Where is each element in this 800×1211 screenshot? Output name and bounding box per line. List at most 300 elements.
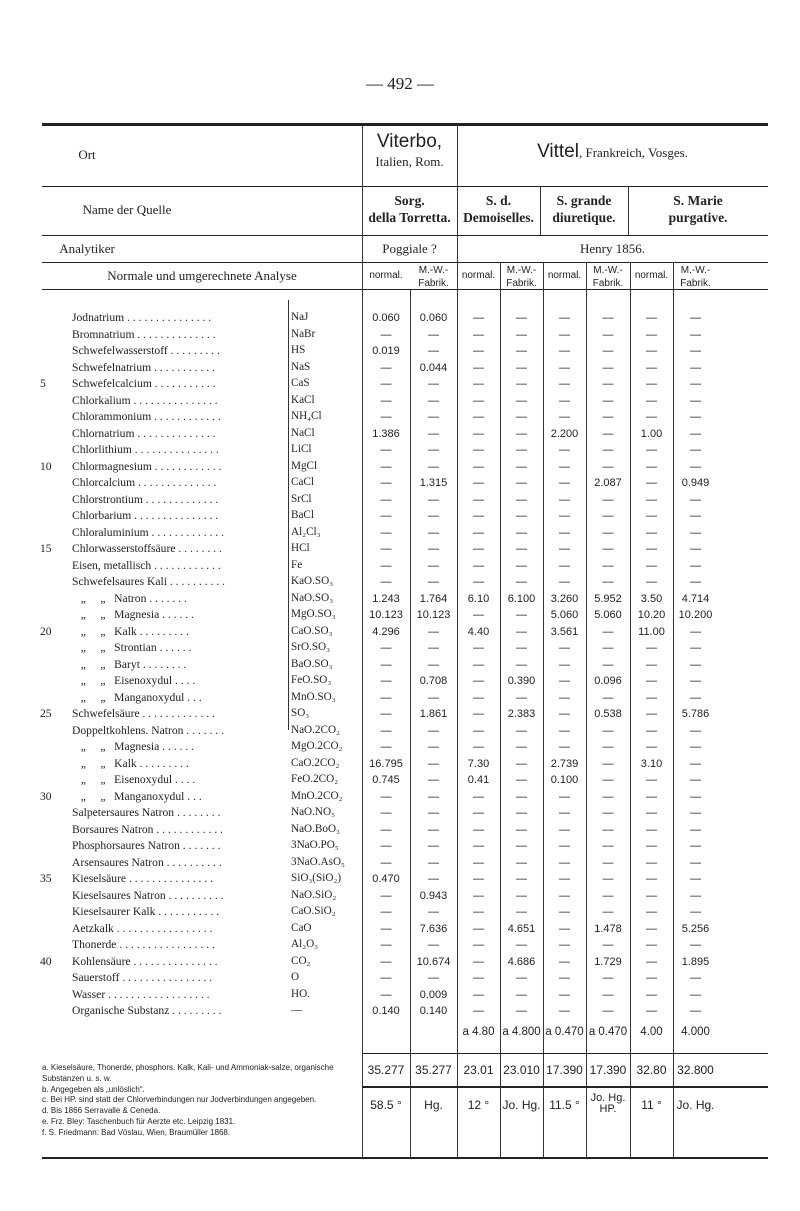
value-cell: — — [473, 609, 484, 621]
value-cell: — — [516, 691, 527, 704]
row-formula: KaO.SO₃ — [291, 575, 334, 587]
value-cell: — — [473, 823, 484, 836]
sum-cell: 35.277 — [415, 1063, 452, 1077]
footnote: b. Angegeben als „unlöslich“. — [42, 1084, 145, 1094]
value-cell: — — [380, 559, 392, 572]
value-cell: — — [428, 939, 439, 951]
value-cell: — — [473, 972, 484, 984]
value-cell: 0.470 — [372, 873, 400, 885]
footnote: c. Bei HP. sind statt der Chlorverbindungen nur Jodverbindungen angegeben. — [42, 1095, 317, 1105]
value-cell: — — [516, 493, 527, 506]
row-formula: NaO.SO₃ — [291, 591, 334, 604]
value-cell: — — [428, 493, 439, 506]
header-name-der-quelle: Name der Quelle — [82, 202, 172, 217]
row-name: Aetzkalk . . . . . . . . . . . . . . . . . — [72, 921, 213, 935]
value-cell: — — [380, 807, 392, 819]
value-cell: — — [559, 675, 570, 687]
value-cell: 1.243 — [372, 592, 400, 605]
value-cell: — — [602, 510, 614, 522]
value-cell: — — [473, 939, 484, 951]
row-name: Schwefelsaures Kali . . . . . . . . . . — [72, 575, 225, 588]
extra-cell: a 0.470 — [545, 1026, 584, 1038]
value-cell: — — [473, 790, 484, 803]
value-cell: — — [646, 741, 657, 753]
value-cell: — — [380, 790, 392, 803]
value-cell: — — [428, 559, 439, 572]
value-cell: — — [428, 741, 439, 753]
value-cell: — — [646, 543, 657, 555]
value-cell: — — [559, 856, 570, 869]
value-cell: — — [516, 840, 527, 852]
row-name: Chlorammonium . . . . . . . . . . . . — [72, 410, 221, 423]
vittel-sub: , Frankreich, Vosges. — [578, 145, 688, 160]
source-line1: S. grande — [556, 193, 612, 208]
row-formula: 3NaO.PO₅ — [291, 839, 339, 851]
value-cell: — — [559, 840, 570, 852]
row-name: „ „ Eisenoxydul . . . . — [72, 773, 196, 786]
value-cell: — — [516, 361, 527, 374]
row-formula: CaO.2CO₂ — [291, 756, 340, 769]
row-name: Doppeltkohlens. Natron . . . . . . . — [72, 723, 224, 737]
value-cell: 0.019 — [372, 345, 400, 357]
value-cell: — — [646, 394, 657, 407]
value-cell: 3.10 — [640, 757, 663, 770]
row-formula: Al₂Cl₃ — [291, 525, 321, 538]
value-cell: — — [473, 906, 484, 918]
value-cell: — — [559, 741, 570, 753]
value-cell: 0.140 — [419, 1005, 448, 1017]
value-cell: — — [380, 658, 392, 671]
value-cell: — — [690, 724, 701, 737]
value-cell: — — [690, 411, 701, 423]
row-formula: CO₂ — [291, 954, 311, 967]
value-cell: — — [473, 361, 484, 374]
row-formula: FeO.SO₃ — [291, 674, 332, 686]
value-cell: — — [473, 460, 484, 473]
value-cell: — — [559, 658, 570, 671]
value-cell: — — [690, 1005, 701, 1017]
value-cell: — — [646, 642, 657, 654]
value-cell: — — [516, 856, 527, 869]
top-rule-thick — [42, 123, 768, 126]
value-cell: — — [516, 642, 527, 654]
row-name: „ „ Manganoxydul . . . — [72, 690, 202, 704]
value-cell: — — [380, 889, 392, 902]
value-cell: — — [428, 394, 439, 407]
row-formula: SrCl — [291, 492, 312, 505]
extra-cell: 4.000 — [681, 1026, 710, 1038]
value-cell: — — [559, 972, 570, 984]
row-formula: MnO.2CO₂ — [291, 789, 343, 802]
footnote: a. Kieselsäure, Thonerde, phosphors. Kalk, Kali- und Ammoniak-salze, organische Substanzen u. s. w. — [42, 1063, 334, 1083]
value-cell: — — [646, 411, 657, 423]
value-cell: — — [516, 427, 527, 440]
row-name: Chloraluminium . . . . . . . . . . . . . — [72, 525, 225, 539]
value-cell: — — [380, 411, 392, 423]
value-cell: — — [473, 312, 484, 324]
row-number: 30 — [40, 789, 52, 803]
value-cell: — — [646, 906, 657, 918]
value-cell: — — [646, 873, 657, 885]
row-name: Bromnatrium . . . . . . . . . . . . . . — [72, 327, 216, 341]
value-cell: — — [473, 444, 484, 456]
value-cell: — — [380, 988, 392, 1001]
value-cell: — — [380, 972, 392, 984]
value-cell: — — [602, 411, 614, 423]
value-cell: — — [516, 609, 527, 621]
value-cell: — — [428, 411, 439, 423]
value-cell: 3.260 — [550, 592, 579, 605]
value-cell: — — [602, 889, 614, 902]
rule-sum-bottom — [362, 1086, 768, 1088]
value-cell: — — [602, 312, 614, 324]
value-cell: — — [602, 658, 614, 671]
row-name: Kieselsäure . . . . . . . . . . . . . . . — [72, 872, 214, 885]
source-line1: S. Marie — [673, 193, 723, 208]
value-cell: — — [646, 691, 657, 704]
source-line2: Demoiselles. — [463, 209, 534, 225]
value-cell: — — [690, 625, 701, 638]
value-cell: — — [428, 691, 439, 704]
value-cell: — — [516, 312, 527, 324]
value-cell: 1.729 — [594, 955, 622, 968]
value-cell: — — [516, 625, 527, 638]
coltype-5: M.-W.-Fabrik. — [592, 265, 624, 289]
value-cell: — — [428, 658, 439, 671]
temperature-cell: Hg. — [424, 1098, 443, 1112]
value-cell: — — [380, 361, 392, 374]
value-cell: — — [690, 807, 701, 819]
value-cell: — — [516, 378, 527, 390]
row-formula: NaO.BoO₃ — [291, 822, 340, 835]
viterbo-sub: Italien, Rom. — [375, 153, 444, 169]
value-cell: — — [559, 411, 570, 423]
coltype-2: normal. — [461, 270, 496, 281]
value-cell: — — [559, 328, 570, 341]
sum-cell: 35.277 — [367, 1063, 405, 1077]
value-cell: — — [602, 741, 614, 753]
value-cell: — — [428, 906, 439, 918]
header-viterbo — [362, 130, 457, 170]
value-cell: 0.745 — [372, 774, 400, 786]
value-cell: — — [646, 378, 657, 390]
value-cell: 10.123 — [369, 609, 403, 621]
value-cell: — — [380, 691, 392, 704]
value-cell: — — [473, 642, 484, 654]
value-cell: — — [559, 790, 570, 803]
row-name: Chlorstrontium . . . . . . . . . . . . . — [72, 492, 219, 506]
row-name: Salpetersaures Natron . . . . . . . . — [72, 806, 221, 819]
value-cell: — — [646, 724, 657, 737]
row-name: Organische Substanz . . . . . . . . . — [72, 1004, 222, 1017]
rule-bottom — [42, 1157, 768, 1159]
value-cell: — — [646, 526, 657, 539]
row-formula: MgCl — [291, 459, 318, 472]
value-cell: — — [602, 873, 614, 885]
value-cell: — — [516, 559, 527, 572]
value-cell: 2.739 — [550, 757, 579, 770]
value-cell: 0.009 — [419, 988, 448, 1001]
row-name: Chlorbarium . . . . . . . . . . . . . . . — [72, 509, 219, 522]
row-number: 25 — [40, 707, 52, 720]
row-name: „ „ Magnesia . . . . . . — [72, 608, 195, 621]
value-cell: — — [516, 972, 527, 984]
value-cell: — — [428, 972, 439, 984]
source-line2: diuretique. — [552, 209, 616, 225]
value-cell: — — [473, 394, 484, 407]
value-cell: — — [428, 807, 439, 819]
row-formula: BaCl — [291, 509, 314, 521]
value-cell: 0.060 — [419, 312, 448, 324]
header-analytiker: Analytiker — [59, 241, 115, 256]
row-formula: HCl — [291, 542, 310, 554]
value-cell: — — [516, 823, 527, 836]
value-cell: 10.123 — [416, 609, 451, 621]
row-formula: NaCl — [291, 426, 315, 439]
viterbo-name: Viterbo, — [376, 131, 443, 152]
value-cell: — — [516, 444, 527, 456]
value-cell: — — [516, 543, 527, 555]
value-cell: 0.390 — [507, 675, 536, 687]
source-line1: S. d. — [485, 193, 512, 208]
rule-header-4 — [42, 289, 768, 290]
row-name: „ „ Eisenoxydul . . . . — [72, 674, 196, 687]
row-name: Schwefelcalcium . . . . . . . . . . . — [72, 377, 216, 390]
value-cell: — — [646, 988, 657, 1001]
source-line2: della Torretta. — [368, 209, 451, 225]
value-cell: — — [602, 543, 614, 555]
value-cell: — — [380, 955, 392, 968]
row-formula: NaS — [291, 360, 311, 373]
value-cell: — — [646, 675, 657, 687]
value-cell: 4.651 — [507, 922, 536, 935]
value-cell: — — [516, 345, 527, 357]
sum-cell: 23.01 — [463, 1063, 494, 1077]
coltype-0: normal. — [369, 270, 403, 281]
value-cell: — — [602, 559, 614, 572]
value-cell: — — [690, 906, 701, 918]
footnote: d. Bis 1866 Serravalle & Ceneda. — [42, 1106, 161, 1116]
value-cell: — — [690, 774, 701, 786]
coltype-4: normal. — [547, 270, 582, 281]
row-name: Kohlensäure . . . . . . . . . . . . . . . — [72, 954, 218, 968]
row-formula: CaO.SiO₂ — [291, 905, 336, 917]
value-cell: — — [516, 790, 527, 803]
row-formula: LiCl — [291, 443, 312, 455]
value-cell: — — [473, 658, 484, 671]
value-cell: — — [646, 856, 657, 869]
value-cell: 0.096 — [594, 675, 622, 687]
row-name: Wasser . . . . . . . . . . . . . . . . . . — [72, 987, 210, 1001]
value-cell: — — [602, 625, 614, 638]
source-demoiselles — [457, 193, 540, 227]
row-formula: MgO.2CO₂ — [291, 740, 343, 752]
row-formula: CaO — [291, 921, 312, 934]
value-cell: — — [516, 939, 527, 951]
sum-cell: 32.80 — [636, 1063, 667, 1077]
temperature-cell: Jo. Hg. — [676, 1098, 715, 1112]
value-cell: — — [559, 939, 570, 951]
value-cell: — — [559, 460, 570, 473]
coltype-7: M.-W.-Fabrik. — [680, 265, 711, 289]
row-name: Schwefelsäure . . . . . . . . . . . . . — [72, 707, 215, 720]
value-cell: — — [428, 873, 439, 885]
value-cell: — — [516, 807, 527, 819]
sum-cell: 17.390 — [589, 1063, 627, 1077]
value-cell: 10.200 — [678, 609, 713, 621]
value-cell: — — [380, 394, 392, 407]
value-cell: — — [559, 823, 570, 836]
value-cell: — — [516, 477, 527, 489]
value-cell: — — [428, 444, 439, 456]
value-cell: — — [473, 988, 484, 1001]
value-cell: — — [602, 790, 614, 803]
value-cell: — — [646, 493, 657, 506]
value-cell: 1.00 — [640, 427, 663, 440]
row-formula: SiO₃(SiO₂) — [291, 872, 342, 884]
value-cell: — — [690, 856, 701, 869]
value-cell: — — [516, 510, 527, 522]
value-cell: 2.383 — [507, 708, 536, 720]
analyst-vittel: Henry 1856. — [580, 241, 645, 256]
value-cell: — — [646, 477, 657, 489]
source-line1: Sorg. — [394, 193, 425, 208]
value-cell: — — [690, 345, 701, 357]
value-cell: — — [380, 642, 392, 654]
value-cell: — — [428, 642, 439, 654]
value-cell: 5.256 — [681, 922, 710, 935]
row-name: Thonerde . . . . . . . . . . . . . . . . . — [72, 938, 215, 951]
value-cell: — — [646, 939, 657, 951]
row-formula: BaO.SO₃ — [291, 657, 333, 670]
row-name: „ „ Natron . . . . . . . — [72, 591, 187, 605]
row-number: 35 — [40, 872, 52, 885]
value-cell: 1.895 — [681, 955, 710, 968]
value-cell: — — [602, 840, 614, 852]
value-cell: — — [516, 460, 527, 473]
value-cell: — — [602, 460, 614, 473]
coltype-3: M.-W.-Fabrik. — [506, 265, 537, 289]
value-cell: — — [473, 840, 484, 852]
value-cell: — — [646, 922, 657, 935]
value-cell: — — [646, 361, 657, 374]
header-analyse: Normale und umgerechnete Analyse — [107, 268, 297, 283]
value-cell: — — [559, 922, 570, 935]
value-cell: — — [646, 345, 657, 357]
vittel-name: Vittel — [537, 141, 579, 162]
value-cell: 10.20 — [637, 609, 666, 621]
row-formula: MgO.SO₃ — [291, 608, 336, 620]
value-cell: 5.786 — [681, 708, 710, 720]
row-name: Schwefelnatrium . . . . . . . . . . . — [72, 360, 215, 374]
row-name: Borsaures Natron . . . . . . . . . . . . — [72, 822, 224, 836]
value-cell: 0.044 — [419, 361, 448, 374]
value-cell: — — [516, 889, 527, 902]
value-cell: — — [428, 576, 439, 588]
value-cell: — — [602, 691, 614, 704]
footnote: f. S. Friedmann: Bad Vöslau, Wien, Braumüller 1868. — [42, 1127, 231, 1137]
value-cell: — — [473, 328, 484, 341]
temperature-cell: Jo. Hg. — [502, 1098, 541, 1112]
row-name: Sauerstoff . . . . . . . . . . . . . . . . — [72, 971, 213, 984]
value-cell: — — [602, 526, 614, 539]
value-cell: 0.100 — [550, 774, 579, 786]
value-cell: — — [473, 411, 484, 423]
value-cell: — — [559, 873, 570, 885]
value-cell: — — [559, 312, 570, 324]
value-cell: — — [516, 328, 527, 341]
row-name: „ „ Manganoxydul . . . — [72, 789, 202, 803]
value-cell: — — [380, 922, 392, 935]
value-cell: — — [559, 642, 570, 654]
temperature-cell: 11 ° — [641, 1098, 662, 1112]
value-cell: — — [428, 774, 439, 786]
header-vittel — [457, 140, 768, 164]
value-cell: — — [473, 807, 484, 819]
value-cell: — — [428, 625, 439, 638]
value-cell: — — [690, 312, 701, 324]
value-cell: — — [602, 774, 614, 786]
row-name: Chlormagnesium . . . . . . . . . . . . — [72, 459, 222, 473]
footnote: e. Frz. Bley: Taschenbuch für Aerzte etc. Leipzig 1831. — [42, 1116, 236, 1126]
value-cell: — — [516, 411, 527, 423]
value-cell: — — [428, 345, 439, 357]
value-cell: 6.10 — [467, 592, 490, 605]
value-cell: 0.949 — [681, 477, 710, 489]
value-cell: — — [646, 559, 657, 572]
value-cell: — — [473, 378, 484, 390]
value-cell: — — [602, 427, 614, 440]
value-cell: — — [473, 427, 484, 440]
value-cell: — — [380, 378, 392, 390]
value-cell: — — [559, 807, 570, 819]
value-cell: — — [690, 493, 701, 506]
value-cell: — — [602, 345, 614, 357]
row-formula: NaO.SiO₂ — [291, 888, 337, 901]
value-cell: — — [690, 873, 701, 885]
value-cell: — — [690, 691, 701, 704]
value-cell: — — [516, 774, 527, 786]
value-cell: — — [559, 988, 570, 1001]
value-cell: 4.40 — [467, 625, 490, 638]
value-cell: — — [428, 823, 439, 836]
value-cell: — — [690, 510, 701, 522]
value-cell: — — [646, 510, 657, 522]
value-cell: 16.795 — [369, 757, 403, 770]
value-cell: — — [602, 394, 614, 407]
value-cell: — — [380, 460, 392, 473]
value-cell: — — [516, 526, 527, 539]
row-formula: NaJ — [291, 311, 309, 323]
coltype-1: M.-W.-Fabrik. — [418, 265, 449, 289]
row-formula: KaCl — [291, 393, 315, 406]
header-ort: Ort — [78, 147, 96, 162]
value-cell: — — [690, 675, 701, 687]
source-torretta — [362, 193, 457, 227]
value-cell: — — [690, 988, 701, 1001]
value-cell: — — [646, 460, 657, 473]
coltype-6: normal. — [634, 270, 669, 281]
value-cell: — — [428, 427, 439, 440]
extra-cell: a 0.470 — [588, 1026, 628, 1038]
value-cell: — — [473, 691, 484, 704]
value-cell: 2.200 — [550, 427, 579, 440]
row-name: Chlornatrium . . . . . . . . . . . . . . — [72, 426, 216, 440]
value-cell: — — [646, 328, 657, 341]
extra-cell: 4.00 — [640, 1026, 663, 1038]
row-number: 10 — [40, 459, 52, 473]
value-cell: — — [602, 807, 614, 819]
